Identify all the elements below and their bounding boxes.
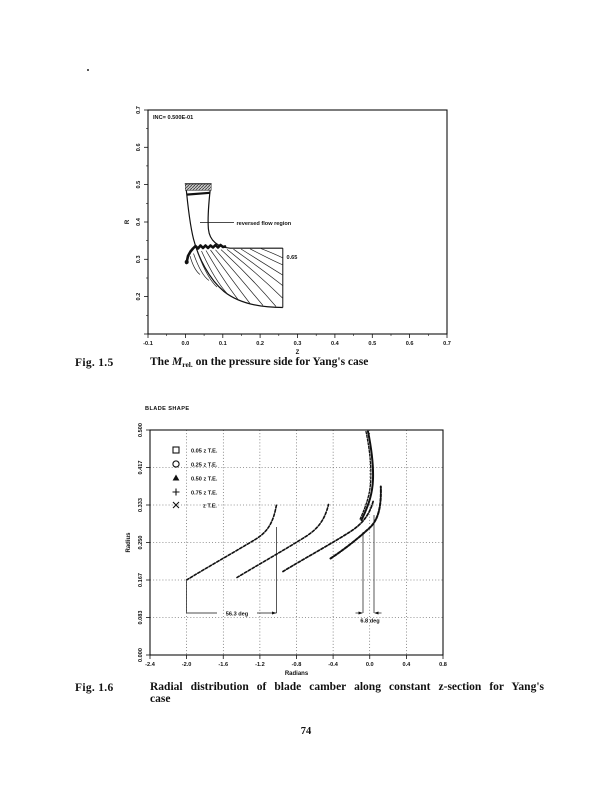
svg-text:0.0: 0.0 [181, 341, 190, 347]
svg-text:0.5: 0.5 [136, 180, 142, 189]
fig15-inc-label: INC= 0.500E-01 [153, 115, 194, 121]
angle-annotation-56 [187, 527, 277, 615]
svg-text:0.333: 0.333 [138, 498, 144, 512]
svg-text:0.250: 0.250 [138, 535, 144, 550]
legend-label: 0.50 z T.E. [191, 476, 218, 483]
triangle-icon [173, 475, 180, 481]
contour-lines [190, 249, 283, 307]
svg-text:-0.4: -0.4 [328, 662, 338, 668]
fig15-xaxis-label: Z [295, 350, 300, 356]
square-icon [173, 447, 179, 453]
scan-speck [87, 69, 89, 71]
curve-0.25zTE [237, 505, 329, 578]
circle-icon [173, 461, 179, 467]
fig15-caption-symbol: M [172, 356, 183, 368]
fig15-y-ticks [144, 110, 148, 334]
legend-label: 0.05 z T.E. [191, 448, 218, 455]
svg-text:0.500: 0.500 [138, 423, 144, 437]
fig16-x-ticks [150, 655, 443, 659]
fig16-xaxis-label: Radians [284, 671, 309, 677]
fig15-yaxis-label: R [125, 219, 131, 225]
fig16-y-ticks [146, 430, 150, 655]
fig15-caption-subscript: rel. [182, 360, 193, 369]
reversed-flow-label: reversed flow region [236, 220, 292, 227]
hatch-band [185, 184, 211, 194]
legend-label: 0.75 z T.E. [191, 490, 218, 497]
svg-text:0.7: 0.7 [136, 106, 142, 114]
figure-1-5-plot [120, 95, 465, 370]
svg-text:-0.8: -0.8 [291, 662, 302, 668]
fig15-caption [150, 357, 368, 371]
legend-item [173, 475, 218, 483]
legend-label: z T.E. [203, 503, 217, 510]
svg-text:0.2: 0.2 [136, 292, 142, 301]
svg-text:0.1: 0.1 [218, 341, 227, 347]
fig16-x-tick-labels [145, 662, 447, 668]
legend-item [173, 447, 218, 455]
svg-text:0.4: 0.4 [331, 341, 339, 347]
angle-label-56: 56.3 deg [225, 611, 249, 618]
fig16-caption-line2: case [150, 692, 171, 705]
fig15-y-tick-labels [136, 106, 142, 300]
svg-text:0.3: 0.3 [293, 341, 302, 347]
svg-text:0.3: 0.3 [136, 255, 142, 264]
svg-text:-1.2: -1.2 [255, 662, 265, 668]
fig16-caption-tag: Fig. 1.6 [75, 682, 114, 694]
curve-0.75zTE [331, 487, 381, 559]
fig15-x-tick-labels [143, 341, 451, 347]
contour-value-label: 0.65 [286, 255, 298, 261]
svg-text:-1.6: -1.6 [218, 662, 229, 668]
svg-text:0.000: 0.000 [138, 648, 144, 662]
legend-item [173, 461, 218, 469]
svg-text:0.417: 0.417 [138, 460, 144, 475]
svg-text:-0.1: -0.1 [143, 341, 153, 347]
svg-text:0.167: 0.167 [138, 573, 144, 587]
fig15-caption-tag: Fig. 1.5 [75, 357, 114, 369]
fig15-plot-frame [148, 110, 447, 334]
fig15-caption-post: on the pressure side for Yang's case [192, 356, 369, 368]
page-number: 74 [300, 726, 312, 737]
fig16-title: BLADE SHAPE [145, 406, 190, 412]
svg-text:-2.0: -2.0 [181, 662, 192, 668]
svg-text:0.6: 0.6 [136, 143, 142, 152]
plus-icon [173, 489, 180, 496]
curve-zTE-symbols [360, 432, 371, 521]
figure-1-6-plot [118, 400, 468, 690]
svg-text:0.8: 0.8 [439, 662, 447, 668]
svg-text:0.5: 0.5 [368, 341, 377, 347]
svg-text:0.7: 0.7 [443, 341, 451, 347]
fig16-legend [173, 447, 218, 510]
fig16-y-tick-labels [138, 423, 144, 662]
svg-text:0.083: 0.083 [138, 610, 144, 625]
legend-item [173, 489, 218, 497]
angle-label-6: 6.8 deg [360, 618, 380, 625]
svg-text:0.0: 0.0 [365, 662, 374, 668]
fig15-caption-pre: The [150, 356, 173, 368]
fig16-yaxis-label: Radius [126, 532, 132, 553]
fig16-caption-line1: Radial distribution of blade camber along constant z-section for Yang's [150, 681, 544, 693]
svg-text:0.4: 0.4 [136, 218, 142, 226]
svg-text:0.4: 0.4 [402, 662, 411, 668]
legend-item [173, 502, 217, 510]
svg-text:0.2: 0.2 [256, 341, 264, 347]
legend-label: 0.25 z T.E. [191, 462, 218, 469]
fig15-x-ticks [148, 334, 447, 338]
svg-text:-2.4: -2.4 [145, 662, 155, 668]
fig16-caption [150, 682, 544, 705]
svg-text:0.6: 0.6 [405, 341, 414, 347]
